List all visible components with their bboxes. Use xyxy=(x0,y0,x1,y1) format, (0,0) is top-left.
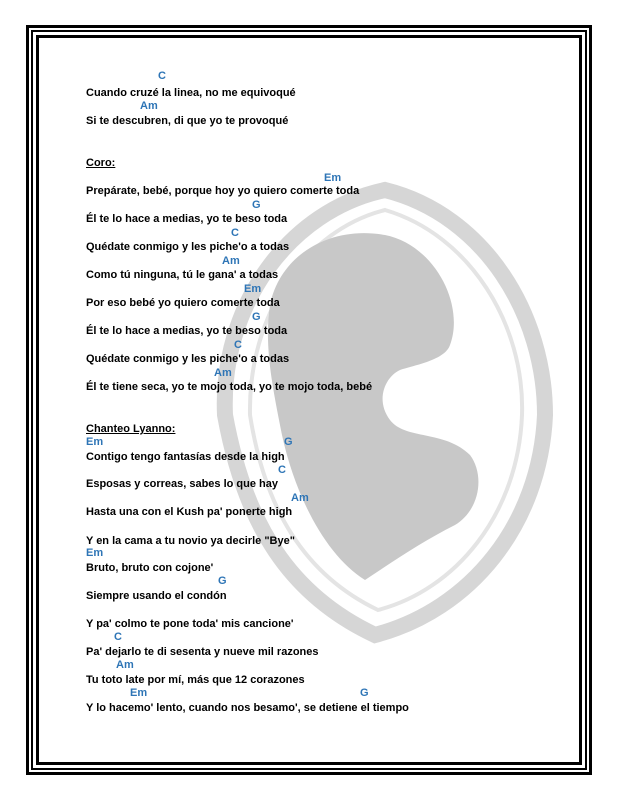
chord-label: C xyxy=(231,227,239,239)
chord-label: Am xyxy=(116,659,134,671)
lyric-line: Él te tiene seca, yo te mojo toda, yo te mojo toda, bebé xyxy=(86,381,373,393)
lyric-line: Prepárate, bebé, porque hoy yo quiero comerte toda xyxy=(86,185,360,197)
chord-label: G xyxy=(218,575,227,587)
chord-label: Em xyxy=(86,547,104,559)
chord-label: Am xyxy=(291,492,309,504)
chord-label: G xyxy=(252,199,261,211)
chord-label: Em xyxy=(86,436,104,448)
chord-label: C xyxy=(278,464,286,476)
chord-label: G xyxy=(252,311,261,323)
chord-label: Am xyxy=(222,255,240,267)
chord-label: G xyxy=(284,436,293,448)
chord-label: Em xyxy=(324,172,342,184)
lyric-line: Y lo hacemo' lento, cuando nos besamo', se detiene el tiempo xyxy=(86,702,409,714)
section-heading-chanteo: Chanteo Lyanno: xyxy=(86,423,176,435)
chord-label: Am xyxy=(140,100,158,112)
lyric-line: Por eso bebé yo quiero comerte toda xyxy=(86,297,280,309)
chord-label: C xyxy=(114,631,122,643)
chord-label: Em xyxy=(244,283,262,295)
chord-label: C xyxy=(234,339,242,351)
lyric-line: Él te lo hace a medias, yo te beso toda xyxy=(86,325,288,337)
lyric-line: Como tú ninguna, tú le gana' a todas xyxy=(86,269,279,281)
lyric-line: Y en la cama a tu novio ya decirle "Bye" xyxy=(86,535,295,547)
chord-label: C xyxy=(158,70,166,82)
lyric-line: Tu toto late por mí, más que 12 corazones xyxy=(86,674,305,686)
lyric-line: Si te descubren, di que yo te provoqué xyxy=(86,115,289,127)
lyric-line: Contigo tengo fantasías desde la high xyxy=(86,451,285,463)
lyric-line: Siempre usando el condón xyxy=(86,590,227,602)
lyric-line: Quédate conmigo y les piche'o a todas xyxy=(86,241,290,253)
chord-label: Em xyxy=(130,687,148,699)
lyric-line: Pa' dejarlo te di sesenta y nueve mil razones xyxy=(86,646,319,658)
lyric-line: Esposas y correas, sabes lo que hay xyxy=(86,478,278,490)
lyric-line: Bruto, bruto con cojone' xyxy=(86,562,214,574)
section-heading-coro: Coro: xyxy=(86,157,116,169)
chord-label: G xyxy=(360,687,369,699)
lyric-line: Cuando cruzé la linea, no me equivoqué xyxy=(86,87,296,99)
chord-label: Am xyxy=(214,367,232,379)
lyric-line: Quédate conmigo y les piche'o a todas xyxy=(86,353,290,365)
lyric-line: Hasta una con el Kush pa' ponerte high xyxy=(86,506,293,518)
guitar-pick-logo-icon xyxy=(200,165,570,655)
lyric-line: Él te lo hace a medias, yo te beso toda xyxy=(86,213,288,225)
lyric-line: Y pa' colmo te pone toda' mis cancione' xyxy=(86,618,294,630)
